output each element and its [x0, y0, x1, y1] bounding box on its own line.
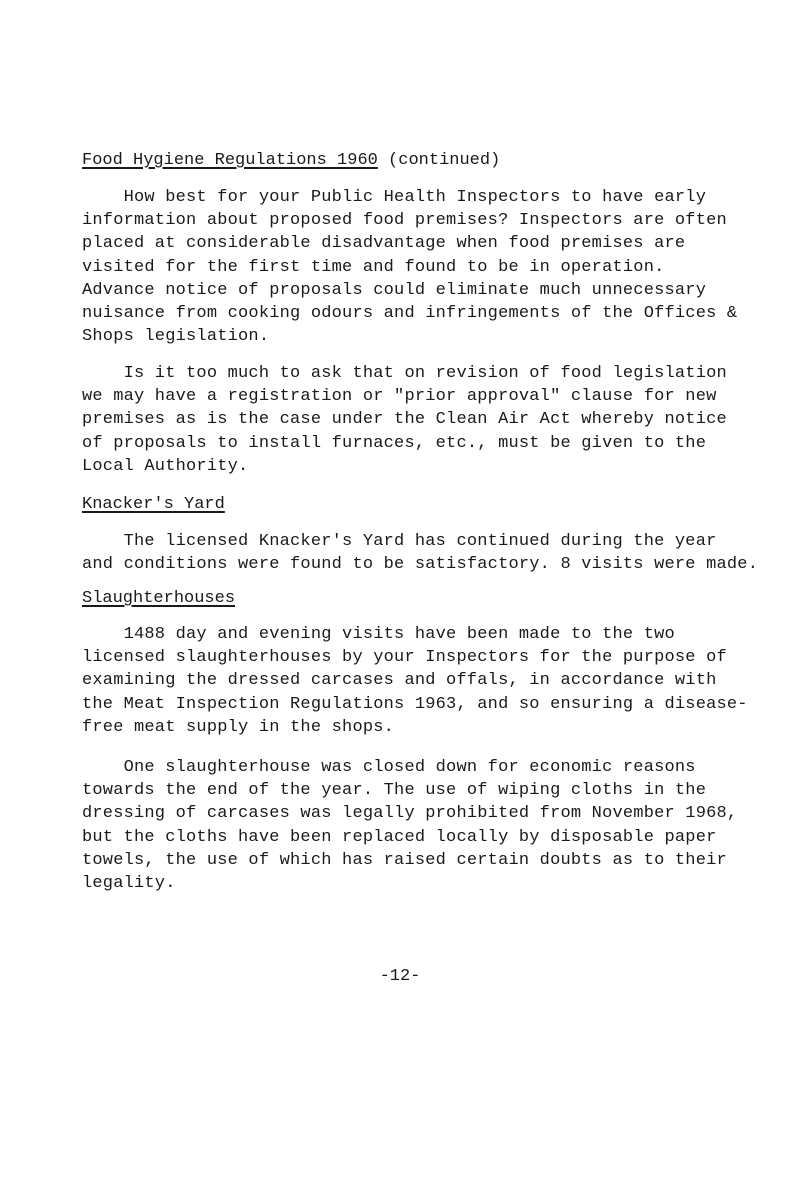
text-line: licensed slaughterhouses by your Inspectors for the purpose of: [82, 648, 727, 668]
paragraph-slaughter-visits: [82, 623, 782, 739]
text-line: towards the end of the year. The use of wiping cloths in the: [82, 781, 707, 801]
paragraph: [82, 362, 782, 478]
text-line: How best for your Public Health Inspectors to have early: [82, 188, 707, 207]
text-line: Local Authority.: [82, 456, 249, 476]
paragraph-prior-approval: [82, 362, 782, 478]
text-line: dressing of carcases was legally prohibited from November 1968,: [82, 804, 738, 824]
text-line: and conditions were found to be satisfactory. 8 visits were made.: [82, 555, 759, 575]
paragraph-advance-notice: [82, 186, 782, 348]
paragraph: [82, 756, 782, 895]
text-line: legality.: [82, 874, 176, 894]
paragraph: [82, 623, 782, 739]
text-line: the Meat Inspection Regulations 1963, and so ensuring a disease-: [82, 694, 748, 714]
text-line: 1488 day and evening visits have been made to the two: [82, 625, 675, 644]
text-line: free meat supply in the shops.: [82, 717, 395, 737]
slaughterhouses-heading: Slaughterhouses: [82, 589, 236, 608]
text-line: Advance notice of proposals could eliminate much unnecessary: [82, 280, 707, 300]
text-line: placed at considerable disadvantage when food premises are: [82, 234, 686, 254]
paragraph-slaughter-closure: [82, 756, 782, 895]
slaughter-heading-block: [82, 588, 782, 610]
text-line: examining the dressed carcases and offals, in accordance with: [82, 671, 717, 691]
text-line: of proposals to install furnaces, etc., must be given to the: [82, 433, 707, 453]
text-line: nuisance from cooking odours and infringements of the Offices &: [82, 304, 738, 324]
text-line: premises as is the case under the Clean Air Act whereby notice: [82, 410, 727, 430]
knacker-heading-block: [82, 494, 782, 516]
text-line: One slaughterhouse was closed down for economic reasons: [82, 758, 696, 777]
section-title-suffix: (continued): [377, 151, 501, 170]
text-line: we may have a registration or "prior approval" clause for new: [82, 387, 717, 407]
section-title: Food Hygiene Regulations 1960: [82, 151, 378, 170]
knackers-yard-heading: Knacker's Yard: [82, 495, 225, 514]
text-line: Shops legislation.: [82, 327, 270, 347]
paragraph-knacker: [82, 530, 782, 576]
page-number: -12-: [379, 967, 421, 986]
text-line: The licensed Knacker's Yard has continued during the year: [82, 532, 717, 551]
paragraph: [82, 530, 782, 576]
text-line: towels, the use of which has raised certain doubts as to their: [82, 850, 727, 870]
section-heading: [82, 150, 782, 172]
text-line: but the cloths have been replaced locally by disposable paper: [82, 827, 717, 847]
text-line: information about proposed food premises? Inspectors are often: [82, 211, 727, 231]
text-line: Is it too much to ask that on revision of food legislation: [82, 364, 727, 383]
paragraph: [82, 186, 782, 348]
text-line: visited for the first time and found to be in operation.: [82, 257, 665, 277]
